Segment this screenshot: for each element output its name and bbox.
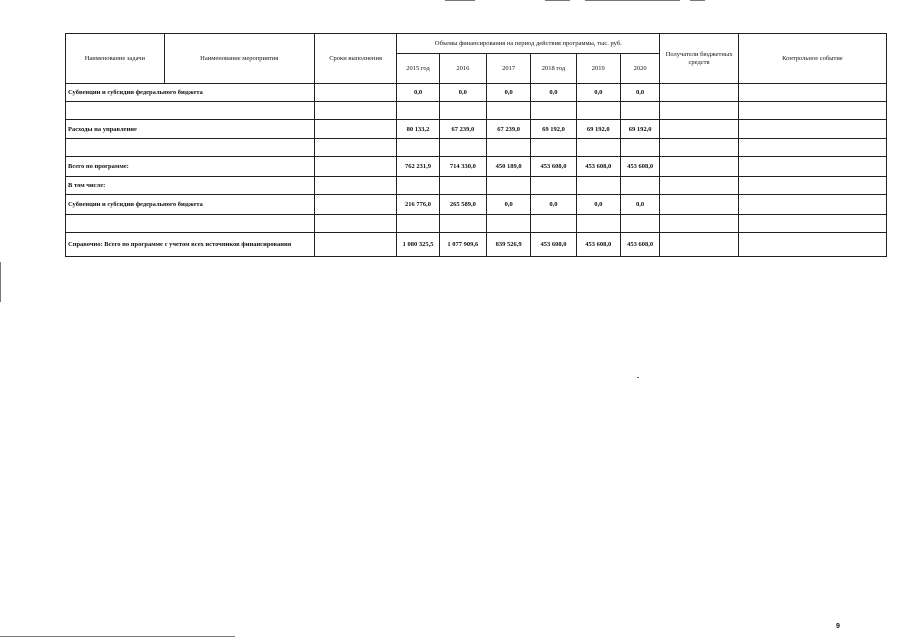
value-cell: 453 608,0 <box>620 233 659 257</box>
header-year: 2019 <box>576 54 620 84</box>
header-row <box>66 34 887 54</box>
header-task-name: Наименование задачи <box>66 34 165 84</box>
table-row <box>66 233 887 257</box>
value-cell: 0,0 <box>439 84 486 102</box>
header-control-event: Контрольное событие <box>738 34 886 84</box>
header-recipients: Получатели бюджетных средств <box>660 34 739 84</box>
scan-edge-left <box>0 262 1 302</box>
value-cell: 453 608,0 <box>576 157 620 177</box>
value-cell: 0,0 <box>576 84 620 102</box>
value-cell: 453 608,0 <box>576 233 620 257</box>
value-cell: 0,0 <box>397 84 439 102</box>
empty-cell <box>738 84 886 102</box>
value-cell: 453 608,0 <box>531 157 576 177</box>
value-cell: 839 526,9 <box>487 233 531 257</box>
empty-cell <box>660 157 739 177</box>
scan-edge-top <box>545 0 570 1</box>
row-label: Субвенции и субсидии федерального бюджета <box>66 195 315 215</box>
table-row <box>66 84 887 102</box>
page-number: 9 <box>836 623 840 630</box>
value-cell: 265 589,0 <box>439 195 486 215</box>
empty-cell <box>738 120 886 139</box>
row-label: Расходы на управление <box>66 120 315 139</box>
header-funding-group: Объемы финансирования на период действия программы, тыс. руб. <box>397 34 660 54</box>
value-cell: 67 239,0 <box>439 120 486 139</box>
header-deadline: Сроки выполнения <box>314 34 397 84</box>
header-year: 2018 год <box>531 54 576 84</box>
table-row <box>66 120 887 139</box>
value-cell: 0,0 <box>531 195 576 215</box>
empty-cell <box>314 195 397 215</box>
empty-cell <box>314 157 397 177</box>
value-cell: 0,0 <box>487 84 531 102</box>
scan-edge-top <box>445 0 475 1</box>
value-cell: 453 608,0 <box>531 233 576 257</box>
row-label: В том числе: <box>66 177 315 195</box>
value-cell: 216 776,0 <box>397 195 439 215</box>
funding-table <box>65 33 887 257</box>
spacer-row <box>66 215 887 233</box>
table-row <box>66 157 887 177</box>
empty-cell <box>738 195 886 215</box>
empty-cell <box>738 157 886 177</box>
value-cell: 80 133,2 <box>397 120 439 139</box>
scan-edge-top <box>585 0 680 1</box>
empty-cell <box>314 84 397 102</box>
header-year: 2015 год <box>397 54 439 84</box>
header-year: 2020 <box>620 54 659 84</box>
row-label: Субвенции и субсидии федерального бюджета <box>66 84 315 102</box>
row-label: Справочно: Всего по программе с учетом всех источников финансирования <box>66 233 315 257</box>
value-cell: 1 080 325,5 <box>397 233 439 257</box>
table-row <box>66 195 887 215</box>
value-cell: 69 192,0 <box>620 120 659 139</box>
value-cell: 69 192,0 <box>531 120 576 139</box>
empty-cell <box>314 120 397 139</box>
value-cell: 453 608,0 <box>620 157 659 177</box>
value-cell: 0,0 <box>576 195 620 215</box>
scan-speck <box>637 377 639 378</box>
value-cell: 714 330,0 <box>439 157 486 177</box>
header-activity-name: Наименование мероприятия <box>164 34 314 84</box>
empty-cell <box>314 233 397 257</box>
value-cell: 0,0 <box>487 195 531 215</box>
value-cell: 1 077 909,6 <box>439 233 486 257</box>
empty-cell <box>660 120 739 139</box>
table-row <box>66 177 887 195</box>
row-label: Всего по программе: <box>66 157 315 177</box>
value-cell: 0,0 <box>620 84 659 102</box>
spacer-row <box>66 102 887 120</box>
value-cell: 450 189,0 <box>487 157 531 177</box>
empty-cell <box>660 84 739 102</box>
scan-edge-top <box>690 0 705 1</box>
empty-cell <box>660 195 739 215</box>
empty-cell <box>738 233 886 257</box>
value-cell: 67 239,0 <box>487 120 531 139</box>
value-cell: 0,0 <box>620 195 659 215</box>
spacer-row <box>66 139 887 157</box>
value-cell: 0,0 <box>531 84 576 102</box>
header-year: 2016 <box>439 54 486 84</box>
empty-cell <box>660 233 739 257</box>
value-cell: 69 192,0 <box>576 120 620 139</box>
value-cell: 762 231,9 <box>397 157 439 177</box>
header-year: 2017 <box>487 54 531 84</box>
scan-edge-bottom <box>0 636 235 637</box>
